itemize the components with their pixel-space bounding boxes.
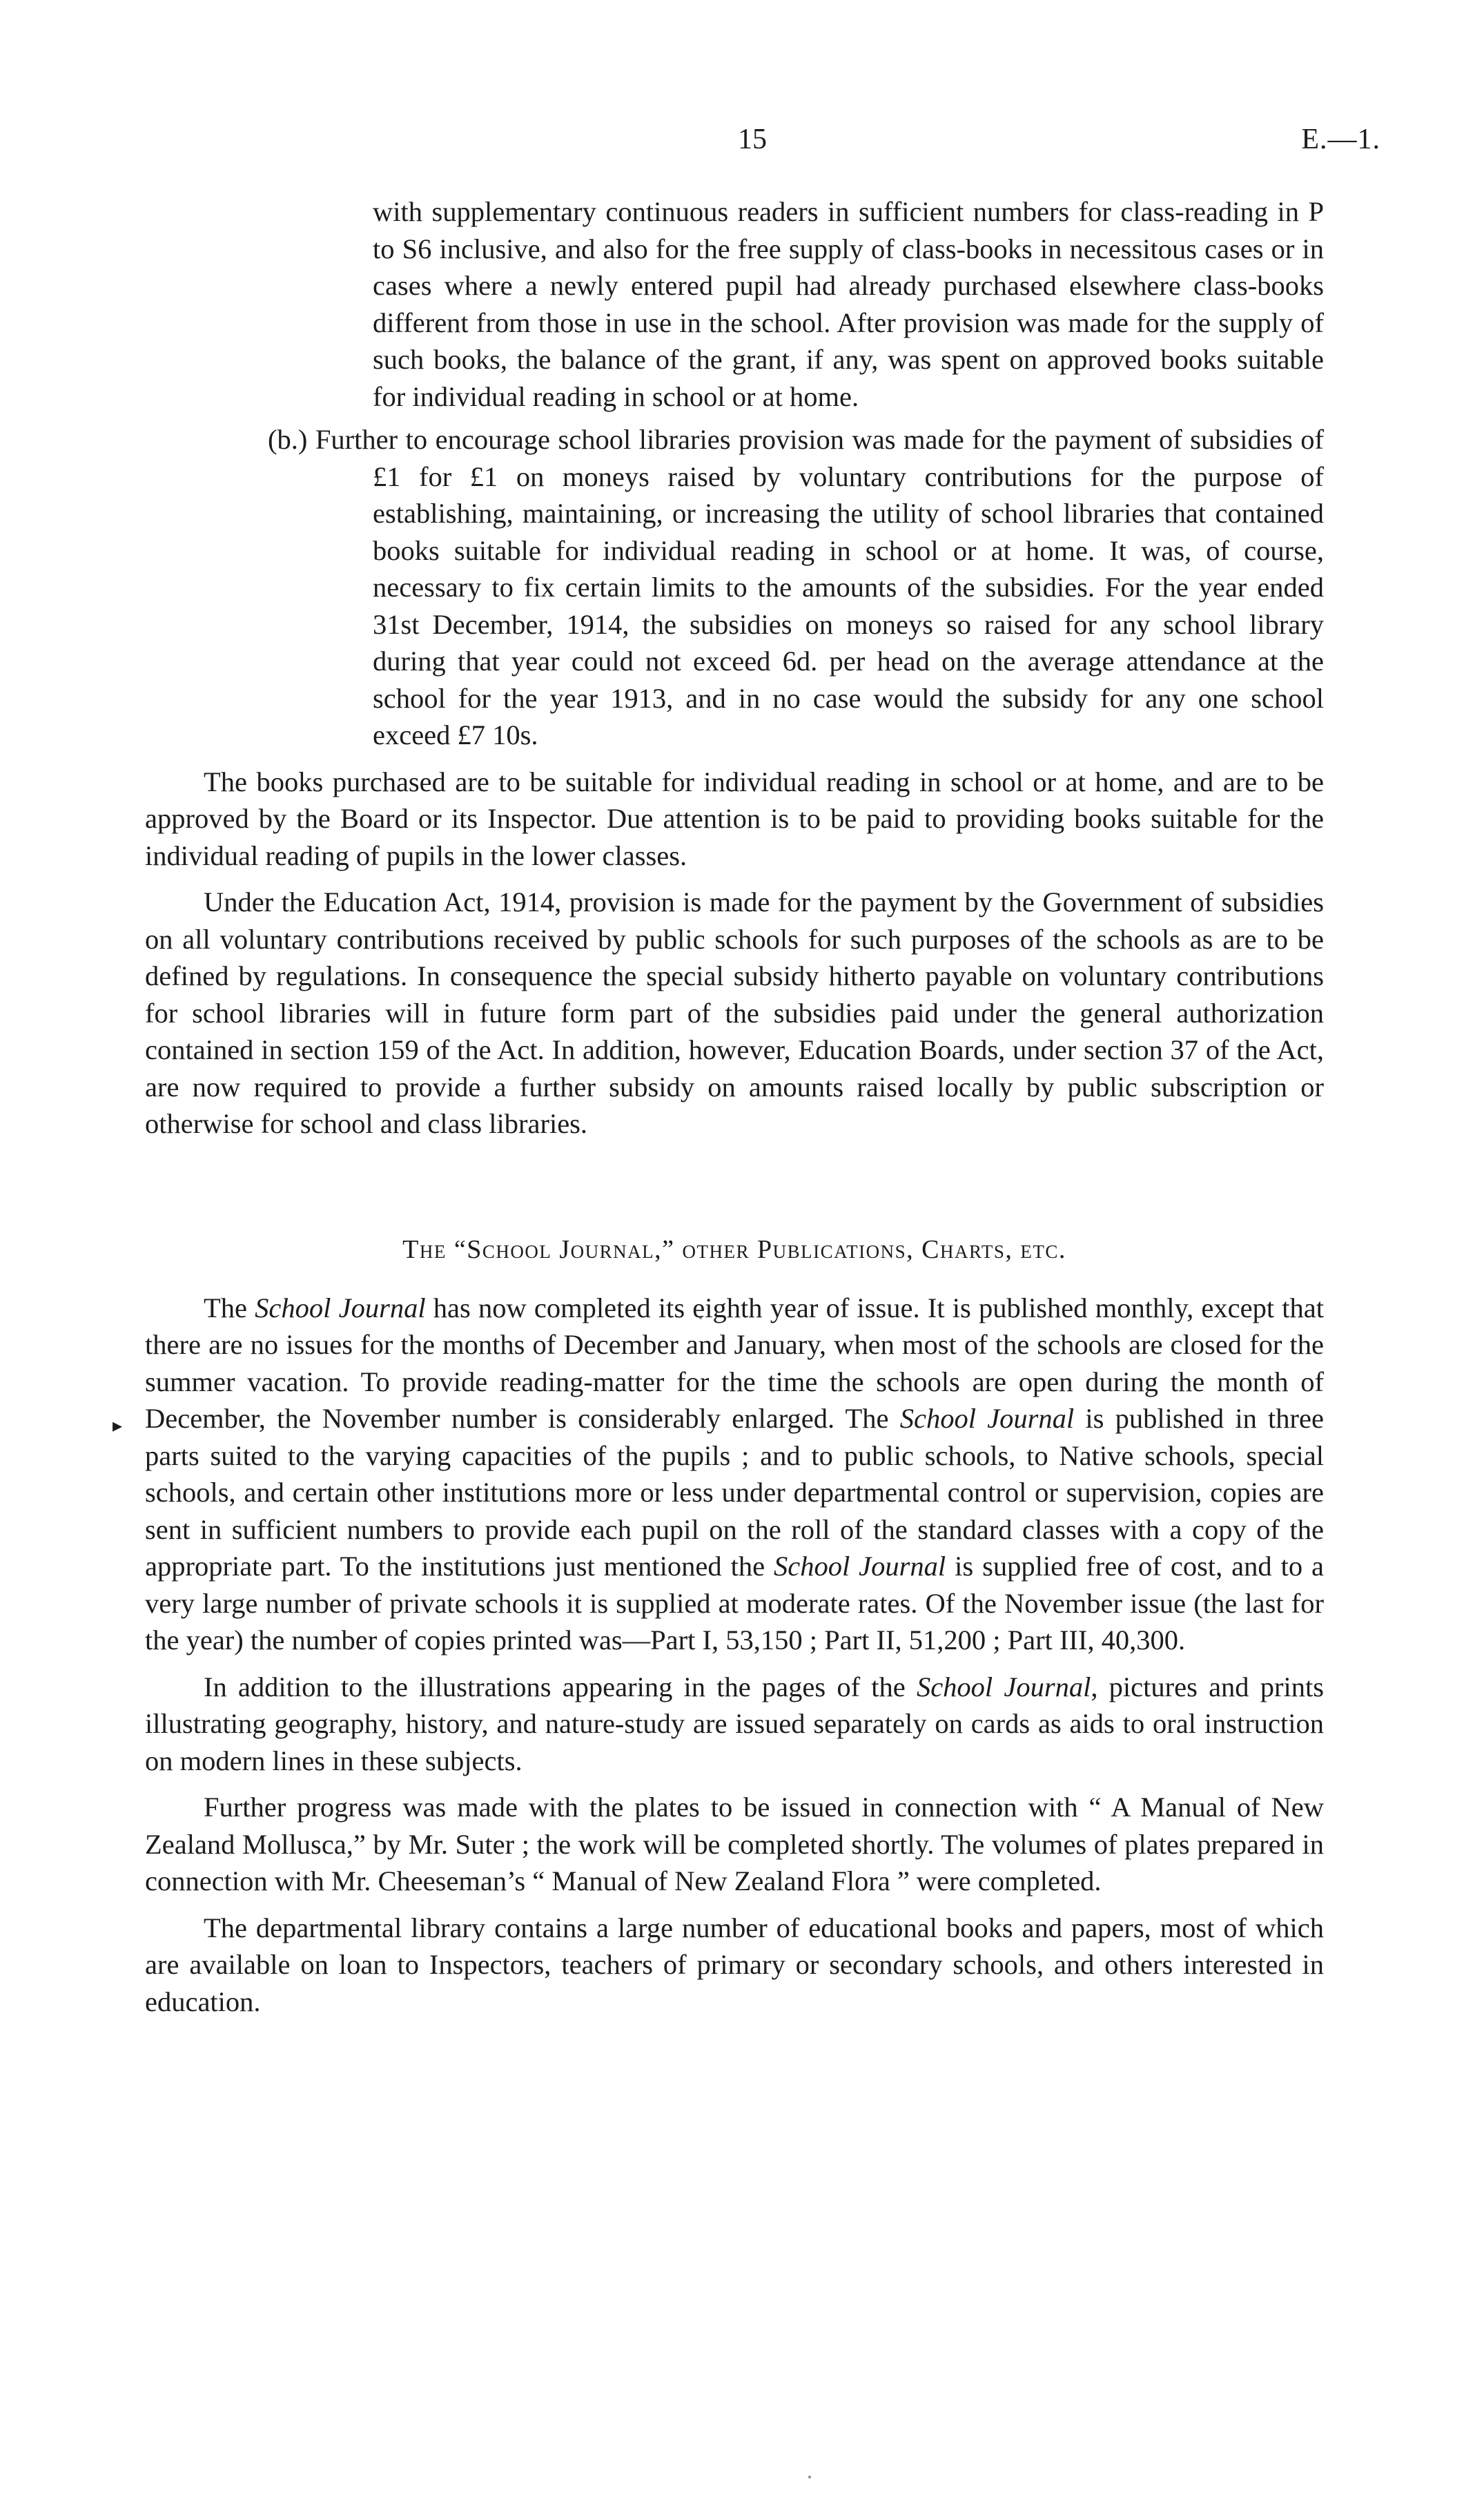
section-heading: The “School Journal,” other Publications, Charts, etc. [402,1234,1066,1264]
italic-title: School Journal [774,1551,946,1582]
text-run: is supplied free of cost, and to a very large number of private schools it is supplied at moderate rates. Of the November issue (the last for the year) the number of copies printed was—Part I, 53,150 ; Part II, 51,200 ; Part III, 40,300. [145,1551,1325,1656]
speck-mark [808,2476,811,2478]
page-number: 15 [738,124,767,155]
paragraph-departmental-library: The departmental library contains a large number of educational books and papers, most of which are available on loan to Inspectors, teachers of primary or secondary schools, and others interested in education. [145,1912,1324,2017]
margin-mark: ▸ [113,1415,123,1437]
paragraph-continued: with supplementary continuous readers in sufficient numbers for class-reading in P to S6 inclusive, and also for the free supply of class-books in necessitous cases or in cases where a newly entered pupil had already purchased elsewhere class-books different from those in use in the school. After provision was made for the supply of such books, the balance of the grant, if any, was spent on approved books suitable for individual reading in school or at home. [373,196,1324,412]
body-text [145,193,1324,2020]
text-run: has now completed its eighth year of issue. It is published monthly, except that there are no issues for the months of December and January, when most of the schools are closed for the summer vacation. To provide reading-matter for the time the schools are open during the month of December, the November number is considerably enlarged. The [145,1292,1325,1434]
text-run: In addition to the illustrations appearing in the pages of the [204,1671,917,1702]
paragraph-education-act: Under the Education Act, 1914, provision is made for the payment by the Government of subsidies on all voluntary contributions received by public schools for such purposes of the schools as are to be defined by regulations. In consequence the special subsidy hitherto payable on voluntary contributions for school libraries will in future form part of the subsidies paid under the general authorization contained in section 159 of the Act. In addition, however, Education Boards, under section 37 of the Act, are now required to provide a further subsidy on amounts raised locally by public subscription or otherwise for school and class libraries. [145,886,1324,1139]
text-run: The [204,1292,255,1323]
paragraph-school-journal [145,1290,1324,1659]
text-run: is published in three parts suited to the varying capacities of the pupils ; and to public schools, to Native schools, special schools, and certain other institutions more or less under departmental control or supervision, copies are sent in sufficient numbers to provide each pupil on the roll of the standard classes with a copy of the appropriate part. To the institutions just mentioned the [145,1403,1325,1582]
italic-title: School Journal [916,1671,1091,1702]
italic-title: School Journal [899,1403,1075,1434]
paragraph-plates: Further progress was made with the plates to be issued in connection with “ A Manual of New Zealand Mollusca,” by Mr. Suter ; the work will be completed shortly. The volumes of plates prepared in connection with Mr. Cheeseman’s “ Manual of New Zealand Flora ” were completed. [145,1792,1324,1896]
paragraph-books-purchased: The books purchased are to be suitable for individual reading in school or at home, and are to be approved by the Board or its Inspector. Due attention is to be paid to providing books suitable for the individual reading of pupils in the lower classes. [145,766,1324,871]
page-reference: E.—1. [1301,124,1380,155]
italic-title: School Journal [255,1292,426,1323]
paragraph-illustrations [145,1669,1324,1780]
text-run: , pictures and prints illustrating geography, history, and nature-study are issued separately on cards as aids to oral instruction on modern lines in these subjects. [145,1671,1325,1776]
paragraph-item-b: (b.) Further to encourage school libraries provision was made for the payment of subsidies of £1 for £1 on moneys raised by voluntary contributions for the purpose of establishing, maintaining, or increasing the utility of school libraries that contained books suitable for individual reading in school or at home. It was, of course, necessary to fix certain limits to the amounts of the subsidies. For the year ended 31st December, 1914, the subsidies on moneys so raised for any school library during that year could not exceed 6d. per head on the average attendance at the school for the year 1913, and in no case would the subsidy for any one school exceed £7 10s. [268,424,1324,750]
